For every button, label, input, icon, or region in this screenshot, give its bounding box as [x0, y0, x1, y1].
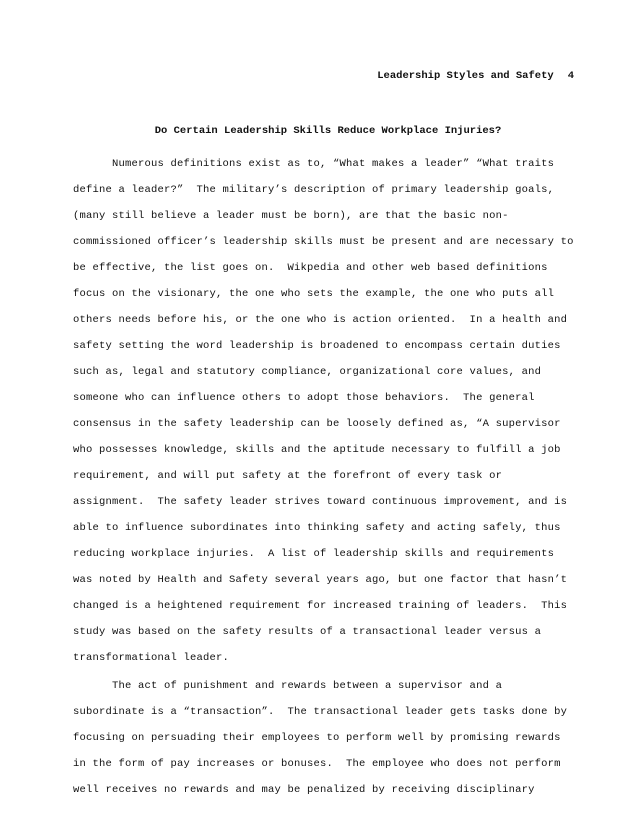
- text-line: (many still believe a leader must be born), are that the basic non-: [73, 210, 509, 222]
- text-line: study was based on the safety results of a transactional leader versus a: [73, 626, 542, 638]
- text-line: transformational leader.: [73, 652, 230, 664]
- text-line: focus on the visionary, the one who sets the example, the one who puts all: [73, 288, 555, 300]
- text-line: Numerous definitions exist as to, “What makes a leader” “What traits: [73, 158, 555, 170]
- text-line: reducing workplace injuries. A list of leadership skills and requirements: [73, 548, 555, 560]
- page-number: 4: [567, 70, 574, 82]
- text-line: was noted by Health and Safety several years ago, but one factor that hasn’t: [73, 574, 568, 586]
- text-line: subordinate is a “transaction”. The transactional leader gets tasks done by: [73, 706, 568, 718]
- text-line: such as, legal and statutory compliance, organizational core values, and: [73, 366, 542, 378]
- text-line: someone who can influence others to adopt those behaviors. The general: [73, 392, 535, 404]
- text-line: assignment. The safety leader strives toward continuous improvement, and is: [73, 496, 568, 508]
- running-head: [377, 70, 574, 82]
- text-line: define a leader?” The military’s description of primary leadership goals,: [73, 184, 555, 196]
- text-line: in the form of pay increases or bonuses. The employee who does not perform: [73, 758, 561, 770]
- text-line: who possesses knowledge, skills and the aptitude necessary to fulfill a job: [73, 444, 561, 456]
- document-title: Do Certain Leadership Skills Reduce Workplace Injuries?: [154, 125, 502, 137]
- text-line: consensus in the safety leadership can be loosely defined as, “A supervisor: [73, 418, 561, 430]
- text-line: others needs before his, or the one who is action oriented. In a health and: [73, 314, 568, 326]
- text-line: The act of punishment and rewards between a supervisor and a: [73, 680, 503, 692]
- running-head-title: Leadership Styles and Safety: [377, 70, 554, 82]
- text-line: able to influence subordinates into thinking safety and acting safely, thus: [73, 522, 561, 534]
- text-line: focusing on persuading their employees to perform well by promising rewards: [73, 732, 561, 744]
- text-line: be effective, the list goes on. Wikpedia and other web based definitions: [73, 262, 548, 274]
- text-line: commissioned officer’s leadership skills must be present and are necessary to: [73, 236, 574, 248]
- text-line: safety setting the word leadership is broadened to encompass certain duties: [73, 340, 561, 352]
- text-line: requirement, and will put safety at the forefront of every task or: [73, 470, 503, 482]
- text-line: well receives no rewards and may be penalized by receiving disciplinary: [73, 784, 535, 796]
- text-line: changed is a heightened requirement for increased training of leaders. This: [73, 600, 568, 612]
